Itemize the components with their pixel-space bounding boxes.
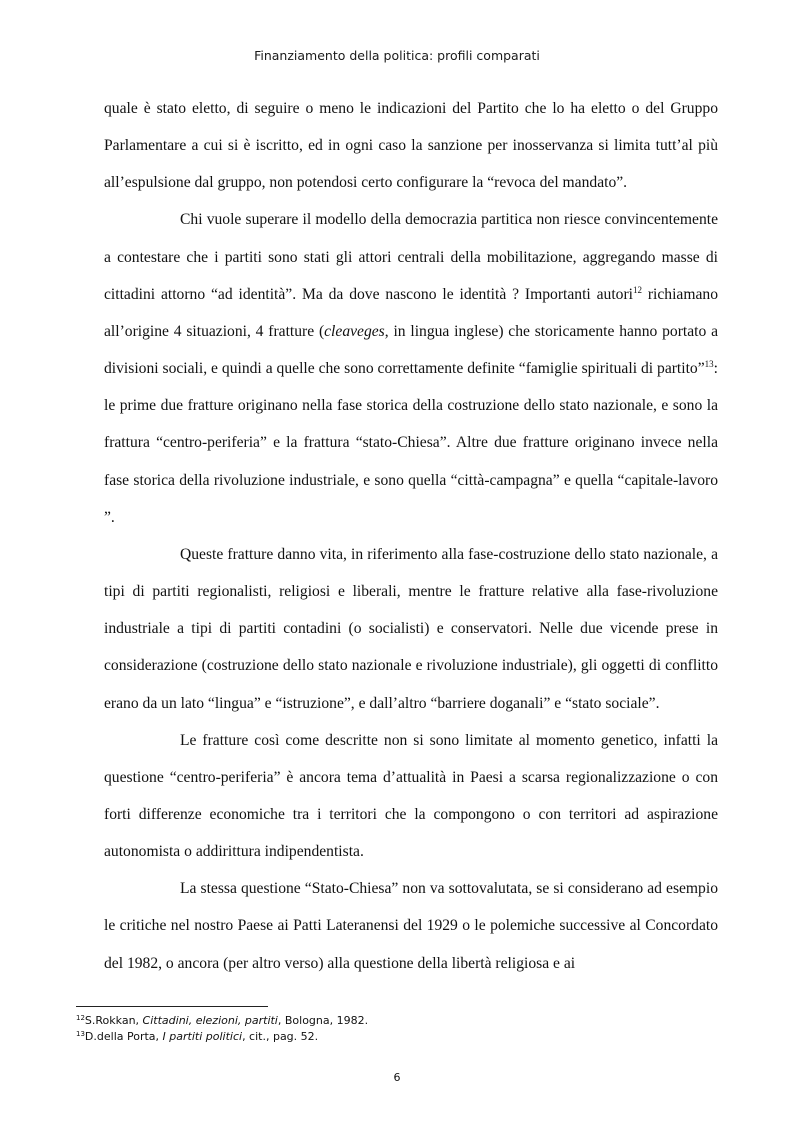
text-run: : le prime due fratture originano nella fase storica della costruzione dello stato nazionale, e sono la frattura “centro-periferia” e la frattura “stato-Chiesa”. Altre due fratture originano invece nella fase storica della rivoluzione industriale, e sono quella “città-campagna” e quella “capitale-lavoro ”. (104, 360, 718, 526)
paragraph-state-church: La stessa questione “Stato-Chiesa” non va sottovalutata, se si considerano ad esempio le critiche nel nostro Paese ai Patti Lateranensi del 1929 o le polemiche successive al Concordato del 1982, o ancora (per altro verso) alla questione della libertà religiosa e ai (104, 880, 718, 972)
text-run: richiamano all’origine 4 situazioni, 4 fratture ( (104, 285, 718, 340)
paragraph-center-periphery: Le fratture così come descritte non si sono limitate al momento genetico, infatti la questione “centro-periferia” è ancora tema d’attualità in Paesi a scarsa regionalizzazione o con forti differenze economiche tra i territori che la compongono o con territori ad aspirazione autonomista o addirittura indipendentista. (104, 731, 718, 861)
footnote-title: Cittadini, elezioni, partiti (142, 1014, 278, 1027)
body-text (104, 90, 718, 982)
paragraph-cleavages (104, 201, 718, 535)
footnote-13 (76, 1029, 716, 1045)
footnote-text: D.della Porta, (84, 1030, 163, 1043)
footnote-text: S.Rokkan, (84, 1014, 143, 1027)
text-run: Chi vuole superare il modello della democrazia partitica non riesce convincentemente a contestare che i partiti sono stati gli attori centrali della mobilitazione, aggregando masse di cittadini attorno “ad identità”. Ma da dove nascono le identità ? Importanti autori (104, 211, 718, 303)
footnote-12 (76, 1013, 716, 1029)
italic-term: cleaveges (324, 322, 385, 340)
paragraph-continuation: quale è stato eletto, di seguire o meno le indicazioni del Partito che lo ha eletto o del Gruppo Parlamentare a cui si è iscritto, ed in ogni caso la sanzione per inosservanza si limita tutt’al più all’espulsione dal gruppo, non potendosi certo configurare la “revoca del mandato”. (104, 100, 718, 192)
footnote-text: , cit., pag. 52. (242, 1030, 319, 1043)
footnote-number: 13 (76, 1030, 85, 1038)
footnote-ref-13[interactable]: 13 (704, 359, 714, 370)
footnote-title: I partiti politici (162, 1030, 243, 1043)
text-run: , in lingua inglese) che storicamente hanno portato a divisioni sociali, e quindi a quelle che sono correttamente definite “famiglie spirituali di partito” (104, 322, 719, 378)
footnotes (76, 1013, 716, 1045)
paragraph-party-types: Queste fratture danno vita, in riferimento alla fase-costruzione dello stato nazionale, a tipi di partiti regionalisti, religiosi e liberali, mentre le fratture relative alla fase-rivoluzione industriale a tipi di partiti contadini (o socialisti) e conservatori. Nelle due vicende prese in considerazione (costruzione dello stato nazionale e rivoluzione industriale), gli oggetti di conflitto erano da un lato “lingua” e “istruzione”, e dall’altro “barriere doganali” e “stato sociale”. (104, 545, 718, 712)
footnote-text: , Bologna, 1982. (277, 1014, 369, 1027)
footnote-number: 12 (76, 1014, 85, 1022)
page-number: 6 (393, 1071, 401, 1084)
footnote-separator (76, 1006, 268, 1007)
footnote-ref-12[interactable]: 12 (632, 284, 642, 295)
running-header: Finanziamento della politica: profili comparati (254, 48, 540, 63)
